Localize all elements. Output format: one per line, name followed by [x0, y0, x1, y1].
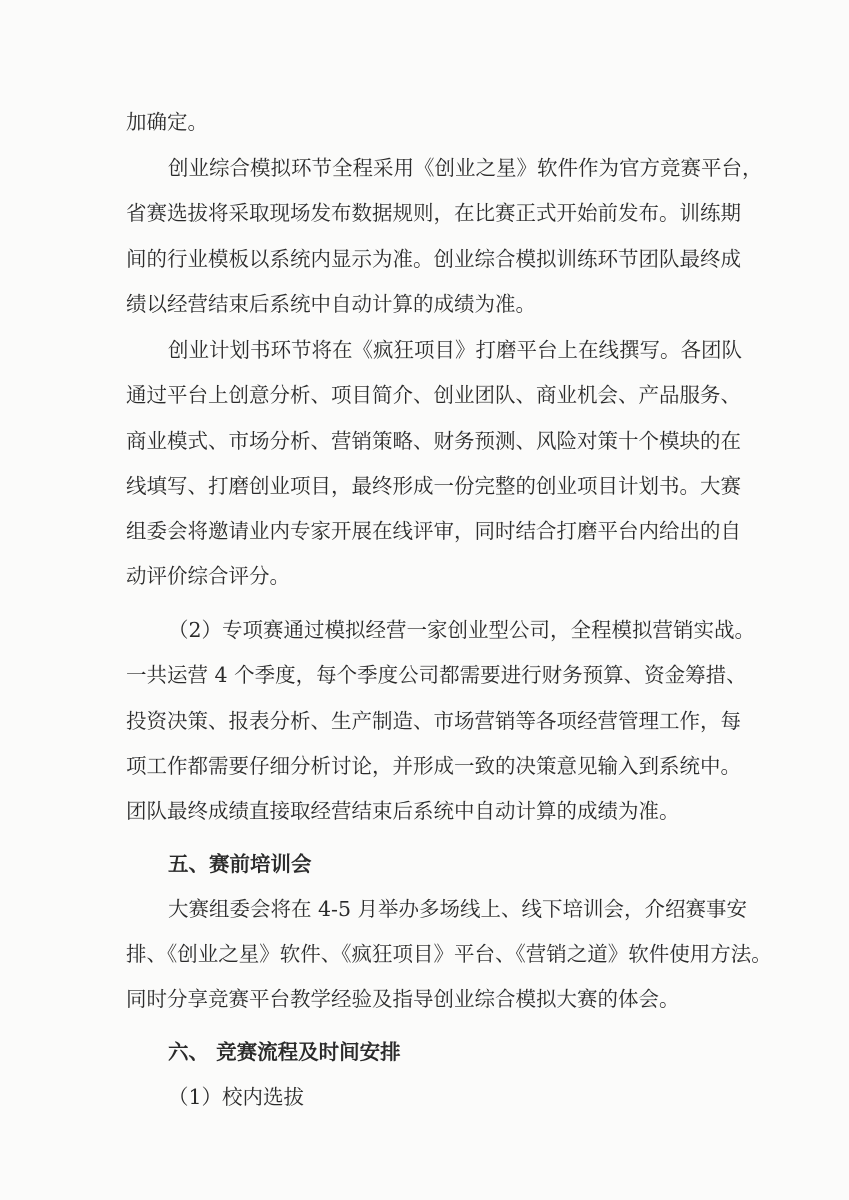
paragraph-line: 通过平台上创意分析、项目简介、创业团队、商业机会、产品服务、 [126, 383, 741, 407]
sub-item: （1）校内选拔 [168, 1085, 305, 1109]
paragraph-line: 省赛选拔将采取现场发布数据规则，在比赛正式开始前发布。训练期 [126, 201, 741, 225]
paragraph-line: 排、《创业之星》软件、《疯狂项目》平台、《营销之道》软件使用方法。 [126, 942, 772, 966]
section-heading: 五、赛前培训会 [168, 852, 312, 876]
paragraph-line: 间的行业模板以系统内显示为准。创业综合模拟训练环节团队最终成 [126, 247, 741, 271]
paragraph-line: 商业模式、市场分析、营销策略、财务预测、风险对策十个模块的在 [126, 429, 741, 453]
paragraph-line: 动评价综合评分。 [126, 564, 290, 588]
paragraph-line: 组委会将邀请业内专家开展在线评审，同时结合打磨平台内给出的自 [126, 519, 741, 543]
paragraph-line: 同时分享竞赛平台教学经验及指导创业综合模拟大赛的体会。 [126, 987, 680, 1011]
paragraph-line: 一共运营 4 个季度，每个季度公司都需要进行财务预算、资金筹措、 [126, 663, 747, 687]
paragraph-line: 绩以经营结束后系统中自动计算的成绩为准。 [126, 292, 536, 316]
paragraph-line: 创业综合模拟环节全程采用《创业之星》软件作为官方竞赛平台， [168, 156, 763, 180]
paragraph-line: 大赛组委会将在 4-5 月举办多场线上、线下培训会，介绍赛事安 [168, 897, 748, 921]
paragraph-line: 加确定。 [126, 110, 208, 134]
paragraph-line: （2）专项赛通过模拟经营一家创业型公司，全程模拟营销实战。 [168, 618, 756, 642]
paragraph-line: 创业计划书环节将在《疯狂项目》打磨平台上在线撰写。各团队 [168, 338, 742, 362]
paragraph-line: 团队最终成绩直接取经营结束后系统中自动计算的成绩为准。 [126, 799, 680, 823]
section-heading: 六、 竞赛流程及时间安排 [168, 1040, 401, 1064]
paragraph-line: 线填写、打磨创业项目，最终形成一份完整的创业项目计划书。大赛 [126, 474, 741, 498]
paragraph-line: 投资决策、报表分析、生产制造、市场营销等各项经营管理工作，每 [126, 709, 741, 733]
paragraph-line: 项工作都需要仔细分析讨论，并形成一致的决策意见输入到系统中。 [126, 754, 741, 778]
